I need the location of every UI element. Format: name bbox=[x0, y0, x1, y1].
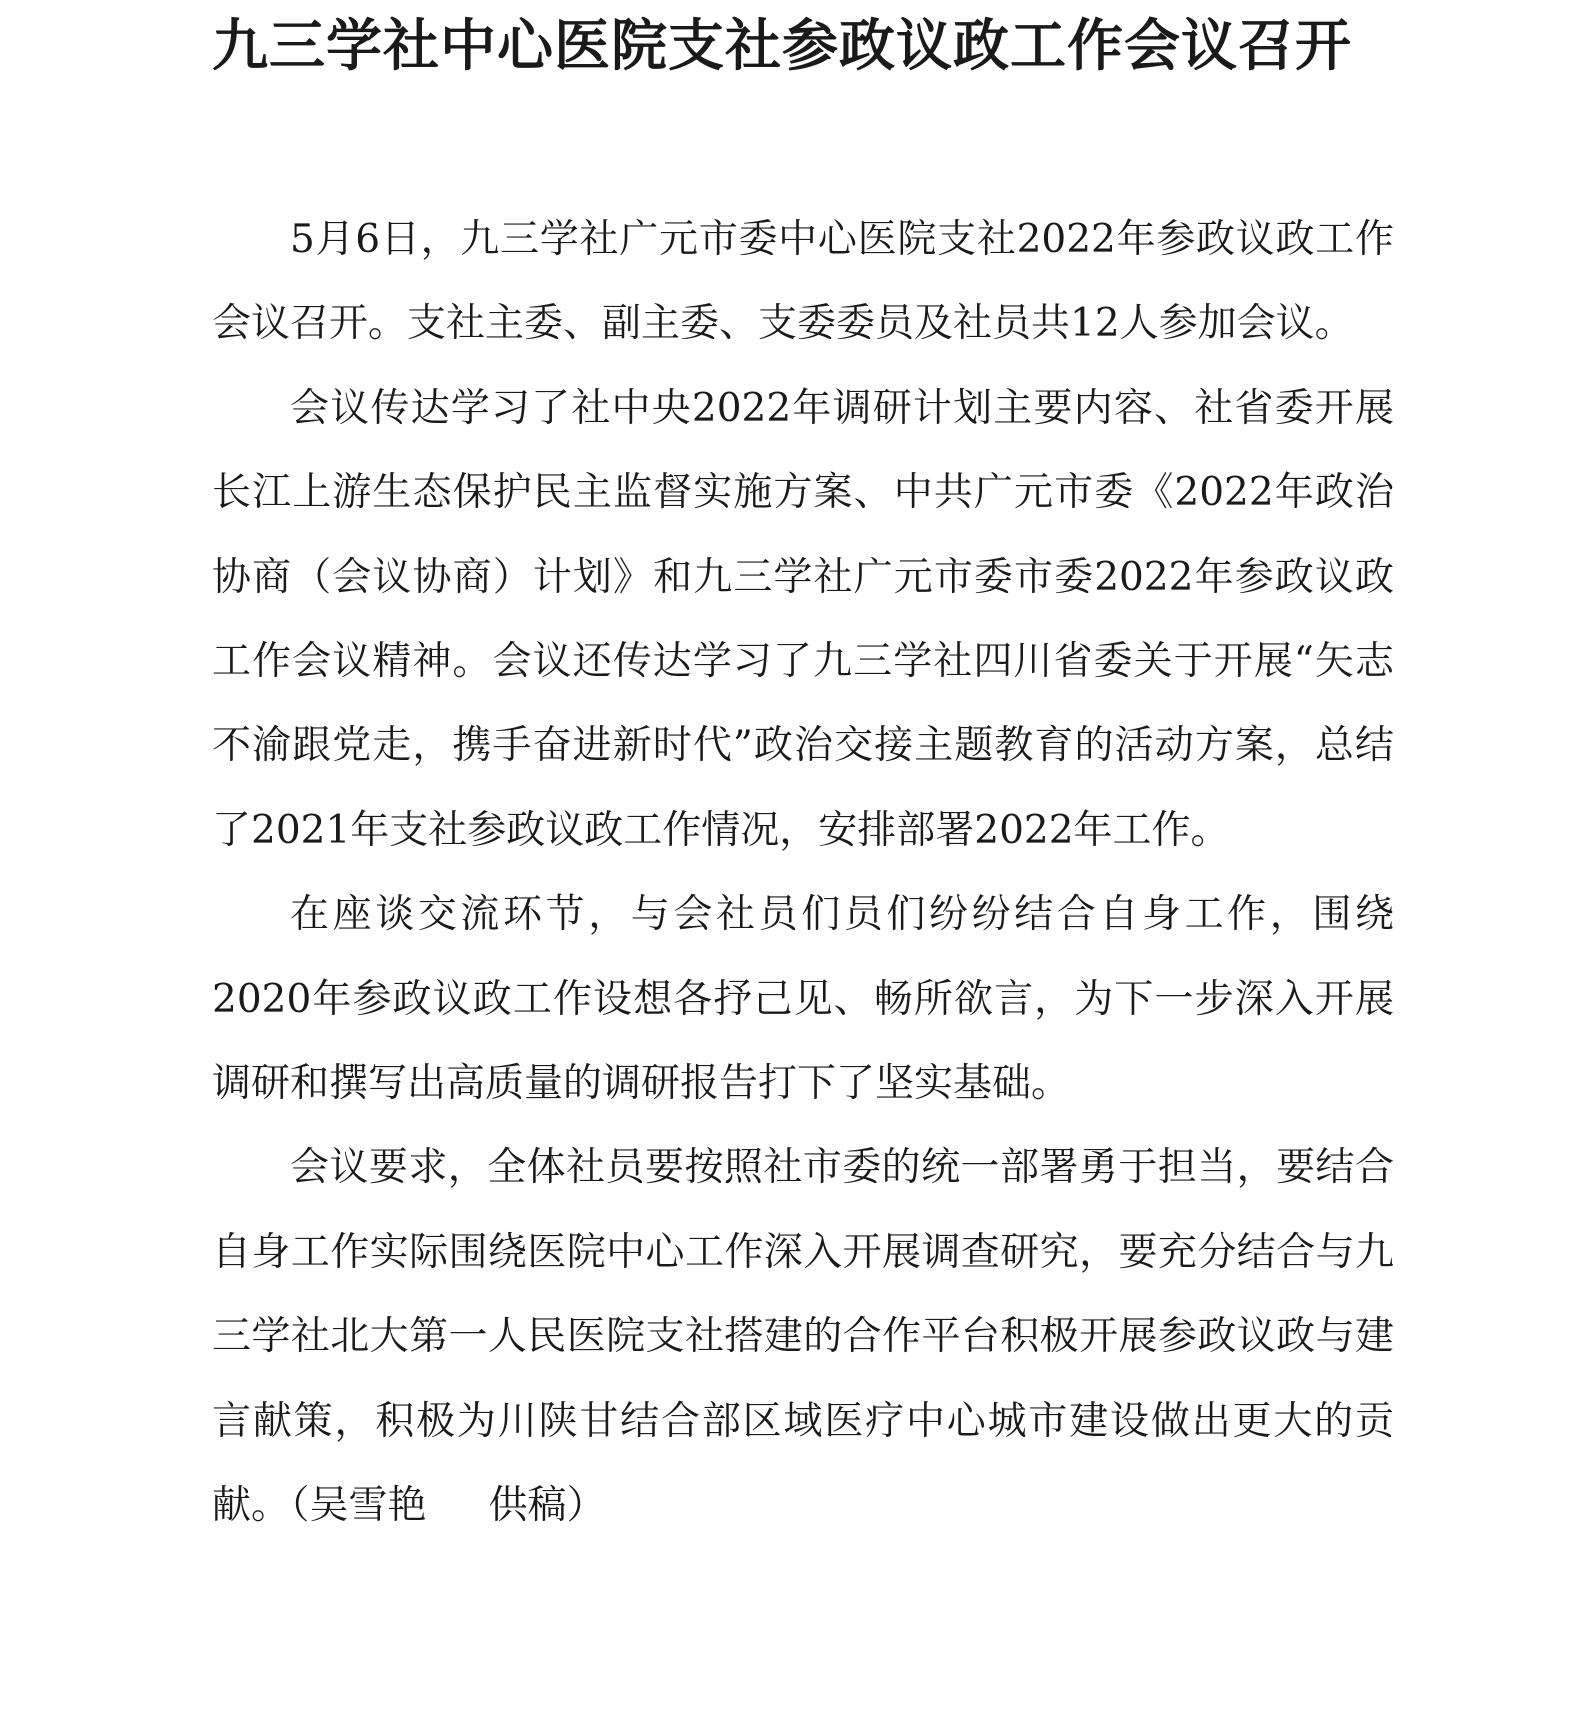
author-name: 吴雪艳 bbox=[309, 1483, 427, 1529]
paragraph-requirements-text: 会议要求，全体社员要按照社市委的统一部署勇于担当，要结合自身工作实际围绕医院中心工作深入开展调查研究，要充分结合与九三学社北大第一人民医院支社搭建的合作平台积极开展参政议政与建言献策，积极为川陕甘结合部区域医疗中心城市建设做出更大的贡献。 bbox=[212, 1145, 1394, 1529]
paragraph-study-content: 会议传达学习了社中央2022年调研计划主要内容、社省委开展长江上游生态保护民主监督实施方案、中共广元市委《2022年政治协商（会议协商）计划》和九三学社广元市委市委2022年参政议政工作会议精神。会议还传达学习了九三学社四川省委关于开展“矢志不渝跟党走，携手奋进新时代”政治交接主题教育的活动方案，总结了2021年支社参政议政工作情况，安排部署2022年工作。 bbox=[212, 385, 1394, 853]
article-body bbox=[212, 198, 1394, 1549]
credit-role: 供稿 bbox=[488, 1483, 567, 1529]
paragraph-requirements bbox=[212, 1126, 1394, 1548]
paragraph-discussion: 在座谈交流环节，与会社员们员们纷纷结合自身工作，围绕2020年参政议政工作设想各抒己见、畅所欲言，为下一步深入开展调研和撰写出高质量的调研报告打下了坚实基础。 bbox=[212, 892, 1394, 1107]
article-title: 九三学社中心医院支社参政议政工作会议召开 bbox=[212, 13, 1352, 79]
paragraph-meeting-held: 5月6日，九三学社广元市委中心医院支社2022年参政议政工作会议召开。支社主委、副主委、支委委员及社员共12人参加会议。 bbox=[212, 217, 1394, 347]
credit-open-paren: （ bbox=[290, 1483, 310, 1529]
credit-close-paren: ） bbox=[566, 1483, 606, 1529]
